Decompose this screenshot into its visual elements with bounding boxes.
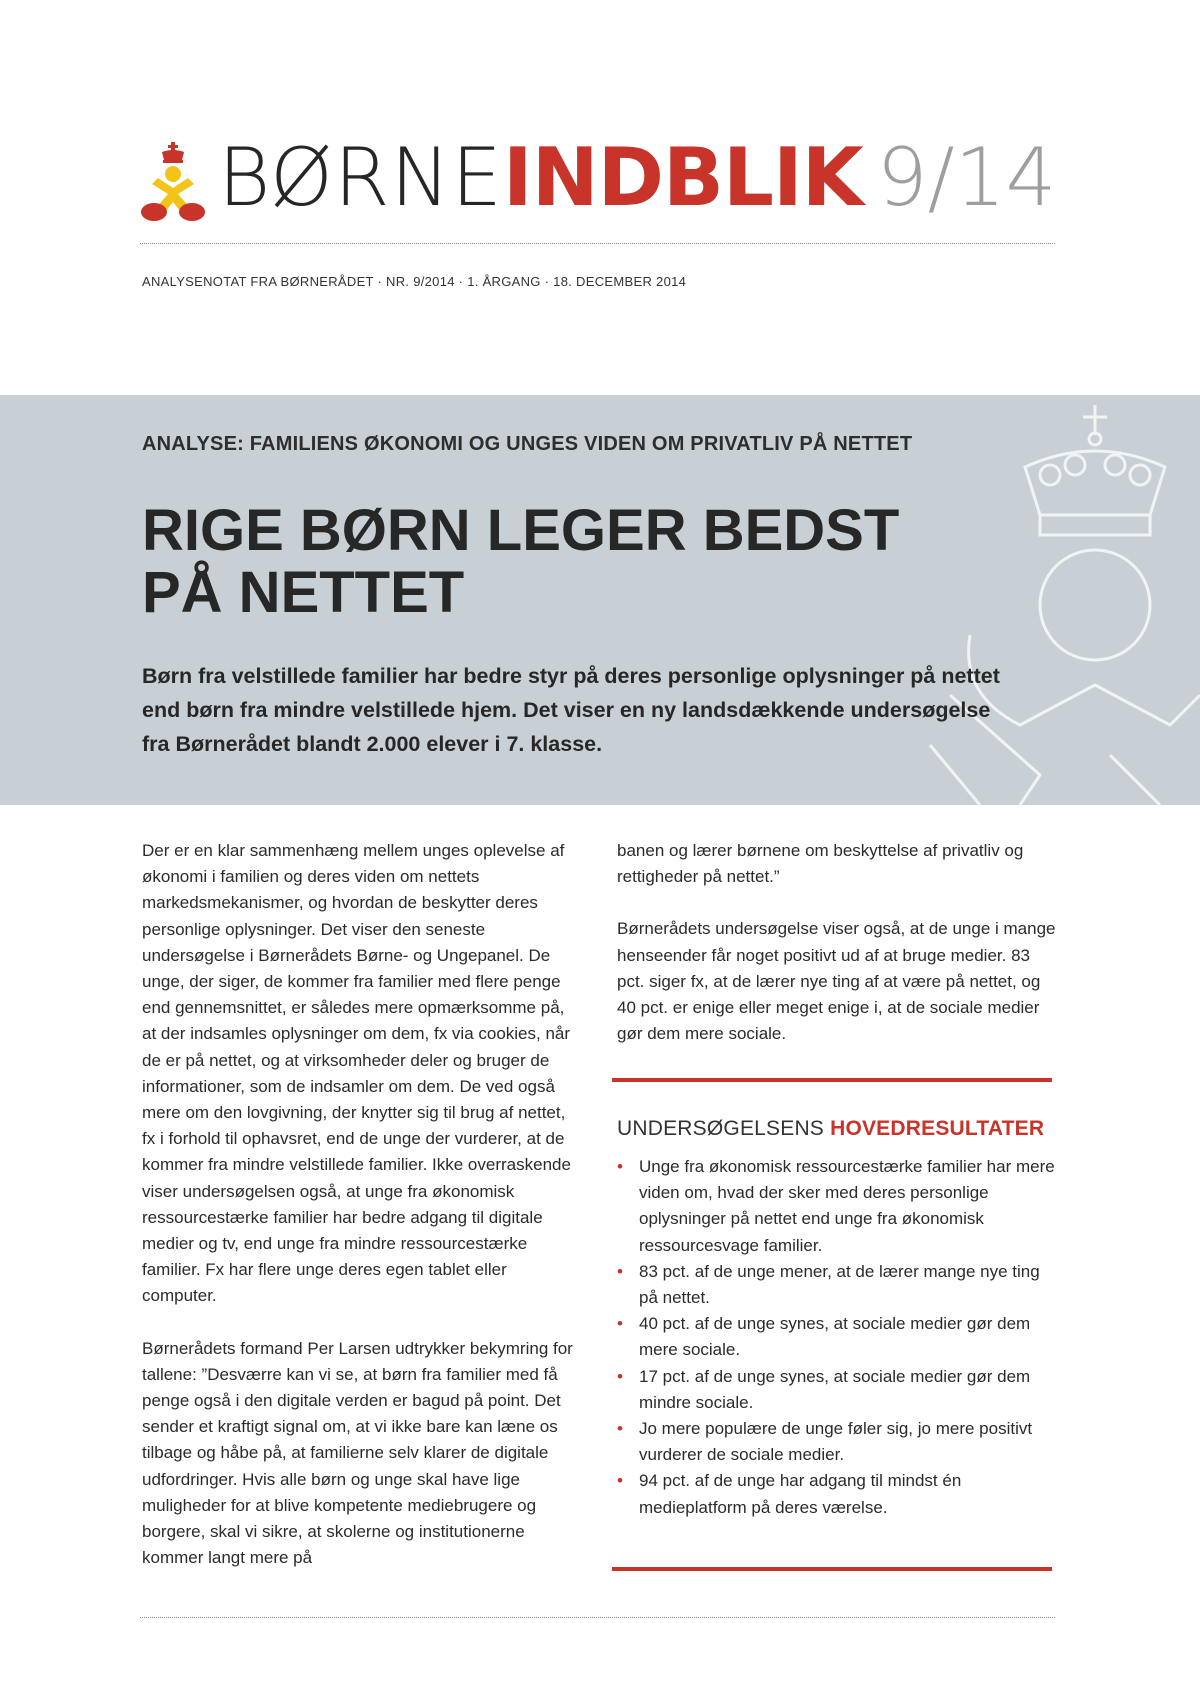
headline-banner <box>0 395 1200 805</box>
list-item <box>617 1364 1057 1416</box>
masthead <box>140 128 1060 228</box>
right-column <box>617 838 1057 1073</box>
headline-line-1: RIGE BØRN LEGER BEDST <box>142 498 900 563</box>
body-paragraph: Der er en klar sammenhæng mellem unges oplevelse af økonomi i familien og deres viden om nettets markedsmekanismer, og hvordan de beskytter deres personlige oplysninger. Det viser den seneste undersøgelse i Børnerådets Børne- og Ungepanel. De unge, der siger, de kommer fra familier med flere penge end gennemsnittet, er således mere opmærksomme på, at der indsamles oplysninger om dem, fx via cookies, når de er på nettet, og at virksomheder deler og bruger de informationer, som de indsamler om dem. De ved også mere om den lovgivning, der knytter sig til brug af nettet, fx i forhold til ophavsret, end de unge der vurderer, at de kommer fra mindre velstillede familier. Ikke overraskende viser undersøgelsen også, at unge fra økonomisk ressourcestærke familier har bedre adgang til digitale medier og tv, end unge fra mindre ressourcestærke familier. Fx har flere unge deres egen tablet eller computer. <box>142 841 571 1306</box>
list-item-text: 83 pct. af de unge mener, at de lærer mange nye ting på nettet. <box>639 1261 1040 1308</box>
body-paragraph: Børnerådets undersøgelse viser også, at de unge i mange henseender får noget positivt ud af at bruge medier. 83 pct. siger fx, at de lærer nye ting af at være på nettet, og 40 pct. er enige eller meget enige i, at de sociale medier gør dem mere sociale. <box>617 919 1056 1044</box>
list-item-text: 17 pct. af de unge synes, at sociale medier gør dem mindre sociale. <box>639 1366 1031 1412</box>
bullet-icon: • <box>617 1261 623 1281</box>
publication-meta: ANALYSENOTAT FRA BØRNERÅDET · NR. 9/2014 · 1. ÅRGANG · 18. DECEMBER 2014 <box>142 274 687 289</box>
headline-line-2: PÅ NETTET <box>142 560 465 625</box>
page-title <box>142 500 899 624</box>
bullet-icon: • <box>617 1314 623 1334</box>
list-item <box>617 1259 1057 1311</box>
lead-paragraph: Børn fra velstillede familier har bedre styr på deres personlige oplysninger på nettet end børn fra mindre velstillede hjem. Det viser en ny landsdækkende undersøgelse fra Børnerådet blandt 2.000 elever i 7. klasse. <box>142 664 1000 756</box>
bullet-icon: • <box>617 1419 623 1439</box>
bullet-icon: • <box>617 1471 623 1491</box>
results-top-rule <box>612 1078 1052 1082</box>
list-item-text: Unge fra økonomisk ressourcestærke familier har mere viden om, hvad der sker med deres personlige oplysninger på nettet end unge fra økonomisk ressourcesvage familier. <box>639 1157 1055 1255</box>
results-bottom-rule <box>612 1567 1052 1571</box>
list-item <box>617 1468 1057 1520</box>
results-title <box>617 1117 1044 1141</box>
brand-light: BØRNE <box>218 131 503 224</box>
bullet-icon: • <box>617 1366 623 1386</box>
top-divider <box>140 243 1055 244</box>
body-paragraph: Børnerådets formand Per Larsen udtrykker bekymring for tallene: ”Desværre kan vi se, at børn fra familier med få penge også i den digitale verden er bagud på point. Det sender et kraftigt signal om, at vi ikke bare kan læne os tilbage og håbe på, at familierne selv klarer de digitale udfordringer. Hvis alle børn og unge skal have lige muligheder for at blive kompetente mediebrugere og borgere, skal vi sikre, at skolerne og institutionerne kommer langt mere på <box>142 1338 573 1568</box>
issue-number: 9/14 <box>876 131 1057 224</box>
results-title-bold: HOVEDRESULTATER <box>830 1117 1045 1140</box>
list-item <box>617 1311 1057 1363</box>
kicker: ANALYSE: FAMILIENS ØKONOMI OG UNGES VIDEN OM PRIVATLIV PÅ NETTET <box>142 433 913 455</box>
results-title-light: UNDERSØGELSENS <box>617 1117 825 1140</box>
boerneraadet-logo-icon <box>140 142 206 222</box>
list-item-text: 40 pct. af de unge synes, at sociale medier gør dem mere sociale. <box>639 1314 1031 1360</box>
list-item <box>617 1154 1057 1259</box>
brand-bold: INDBLIK <box>502 131 863 224</box>
bottom-divider <box>140 1617 1055 1618</box>
bullet-icon: • <box>617 1157 623 1176</box>
list-item-text: Jo mere populære de unge føler sig, jo mere positivt vurderer de sociale medier. <box>639 1419 1033 1465</box>
list-item <box>617 1416 1057 1468</box>
body-paragraph: banen og lærer børnene om beskyttelse af privatliv og rettigheder på nettet.” <box>617 841 1024 887</box>
left-column <box>142 838 580 1597</box>
results-list <box>617 1154 1057 1521</box>
brand-wordmark <box>218 128 1056 250</box>
list-item-text: 94 pct. af de unge har adgang til mindst én medieplatform på deres værelse. <box>639 1471 962 1517</box>
